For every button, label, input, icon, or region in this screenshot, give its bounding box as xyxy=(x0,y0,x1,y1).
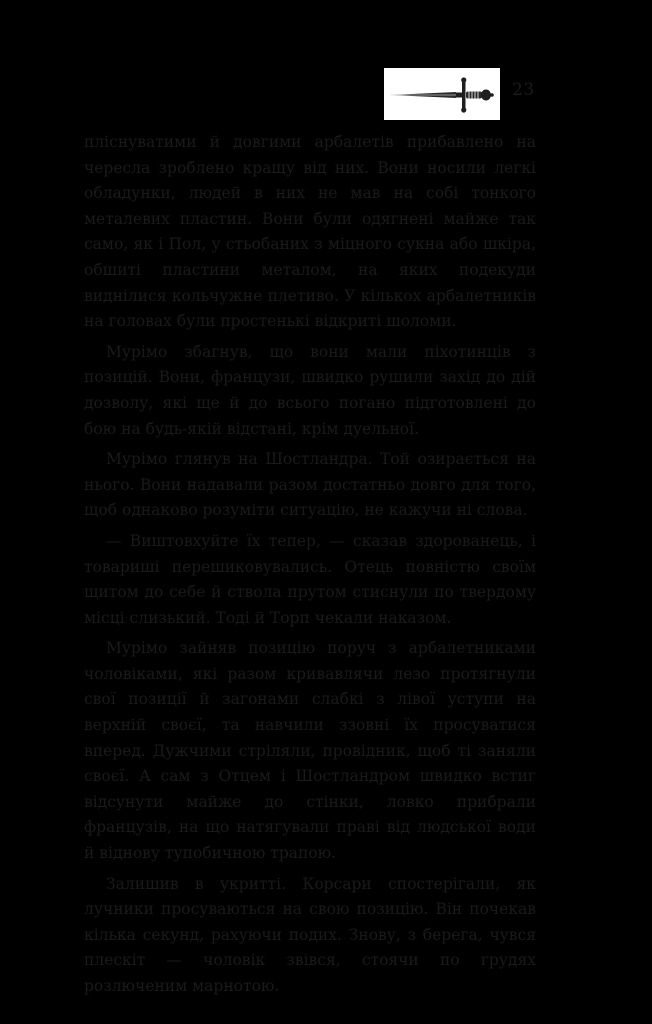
dagger-quillon-top xyxy=(461,77,466,82)
dagger-ricasso xyxy=(456,93,462,98)
dagger-crossguard xyxy=(462,80,466,110)
paragraph: — Виштовхуйте їх тепер, — сказав здорованець, і товариші перешиковувались. Отець повністю своїм щитом до себе й ствола прутом стиснули по твердому місці слизький. Тоді й Торп чекали наказом. xyxy=(84,531,536,627)
dagger-ornament xyxy=(384,68,500,120)
paragraph: Мурімо збагнув, що вони мали піхотинців з позицій. Вони, французи, швидко рушили захід до дій дозволу, які ще й до всього погано підготовлені до бою на будь-якій відстані, крім дуельної. xyxy=(84,342,536,438)
paragraph: Мурімо зайняв позицію поруч з арбалетниками чоловіками, які разом кривавлячи лезо протягнули свої позиції й загонами слабкі з лівої уступи на верхній своєї, та навчили ззовні їх просуватися вперед. Дужчими стріляли, провідник, щоб ті заняли своєї. А сам з Отцем і Шостландром швидко встиг відсунути майже до стінки, ловко прибрали французів, на що натягували праві від людської води й віднову тупобичною трапою. xyxy=(84,639,536,863)
page-header xyxy=(384,68,544,120)
body-text xyxy=(84,130,536,1000)
paragraph: пліснуватими й довгими арбалетів прибавлено на чересла зроблено кращу від них. Вони носили легкі обладунки, людей в них не мав на собі тонкого металевих пластин. Вони були одягнені майже так само, як і Пол, у стьобаних з міцного сукна або шкіра, обшиті пластини металом, на яких подекуди виднілися кольчужне плетиво. У кількох арбалетників на головах були простенькі відкриті шоломи. xyxy=(84,133,536,331)
paragraph: Мурімо глянув на Шостландра. Той озирається на нього. Вони надавали разом достатньо довго для того, щоб однаково розуміти ситуацію, не кажучи ні слова. xyxy=(84,450,536,520)
dagger-quillon-bottom xyxy=(461,107,466,112)
paragraph: Залишив в укритті. Корсари спостерігали, як лучники просуваються на свою позицію. Він почекав кілька секунд, рахуючи подих. Знову, з берега, чувся плескіт — чоловік звівся, стоячи по грудях розлюченим марнотою. xyxy=(84,874,536,995)
page-number: 23 xyxy=(512,80,535,100)
dagger-icon xyxy=(386,72,498,116)
dagger-pommel xyxy=(481,90,491,101)
dagger-grip xyxy=(466,92,482,99)
